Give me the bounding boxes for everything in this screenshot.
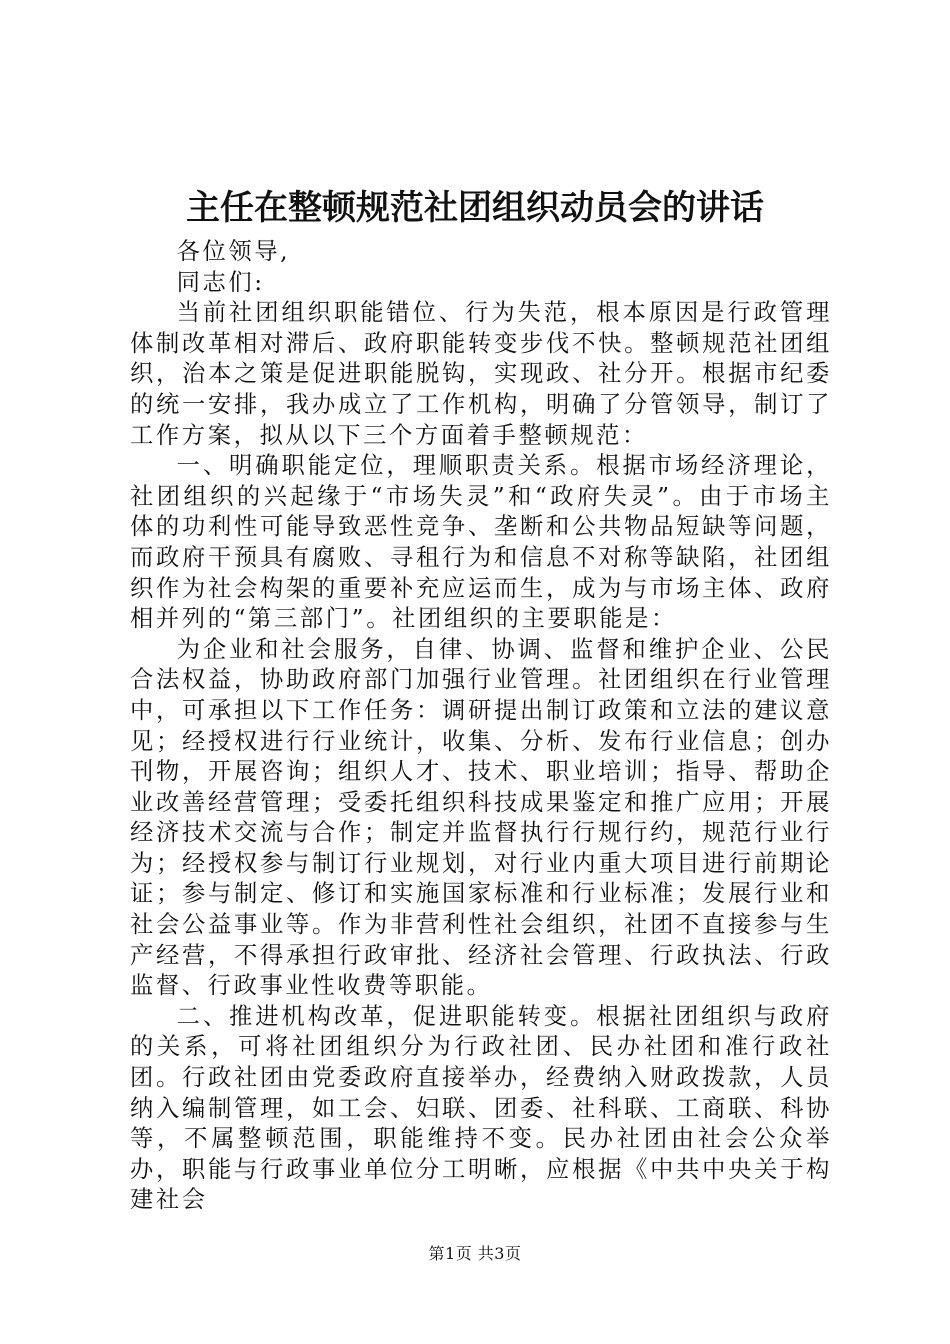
document-body [130, 237, 832, 1216]
paragraph-functions: 为企业和社会服务，自律、协调、监督和维护企业、公民合法权益，协助政府部门加强行业管理。社团组织在行业管理中，可承担以下工作任务：调研提出制订政策和立法的建议意见；经授权进行行业统计，收集、分析、发布行业信息；创办刊物，开展咨询；组织人才、技术、职业培训；指导、帮助企业改善经营管理；受委托组织科技成果鉴定和推广应用；开展经济技术交流与合作；制定并监督执行行规行约，规范行业行为；经授权参与制订行业规划，对行业内重大项目进行前期论证；参与制定、修订和实施国家标准和行业标准；发展行业和社会公益事业等。作为非营利性社会组织，社团不直接参与生产经营，不得承担行政审批、经济社会管理、行政执法、行政监督、行政事业性收费等职能。 [130, 635, 832, 1000]
document-title: 主任在整顿规范社团组织动员会的讲话 [186, 188, 764, 228]
paragraph-section-two: 二、推进机构改革，促进职能转变。根据社团组织与政府的关系，可将社团组织分为行政社团、民办社团和准行政社团。行政社团由党委政府直接举办，经费纳入财政拨款，人员纳入编制管理，如工会、妇联、团委、社科联、工商联、科协等，不属整顿范围，职能维持不变。民办社团由社会公众举办，职能与行政事业单位分工明晰，应根据《中共中央关于构建社会 [130, 1002, 832, 1214]
paragraph-intro: 当前社团组织职能错位、行为失范，根本原因是行政管理体制改革相对滞后、政府职能转变步伐不快。整顿规范社团组织，治本之策是促进职能脱钩，实现政、社分开。根据市纪委的统一安排，我办成立了工作机构，明确了分管领导，制订了工作方案，拟从以下三个方面着手整顿规范： [130, 299, 832, 449]
page-number-footer: 第1页 共3页 [428, 1244, 522, 1263]
paragraph-section-one: 一、明确职能定位，理顺职责关系。根据市场经济理论，社团组织的兴起缘于“市场失灵”和“政府失灵”。由于市场主体的功利性可能导致恶性竞争、垄断和公共物品短缺等问题，而政府干预具有腐败、寻租行为和信息不对称等缺陷，社团组织作为社会构架的重要补充应运而生，成为与市场主体、政府相并列的“第三部门”。社团组织的主要职能是： [130, 452, 832, 633]
salutation-comrades: 同志们: [176, 268, 265, 296]
salutation-leaders: 各位领导, [176, 238, 291, 265]
